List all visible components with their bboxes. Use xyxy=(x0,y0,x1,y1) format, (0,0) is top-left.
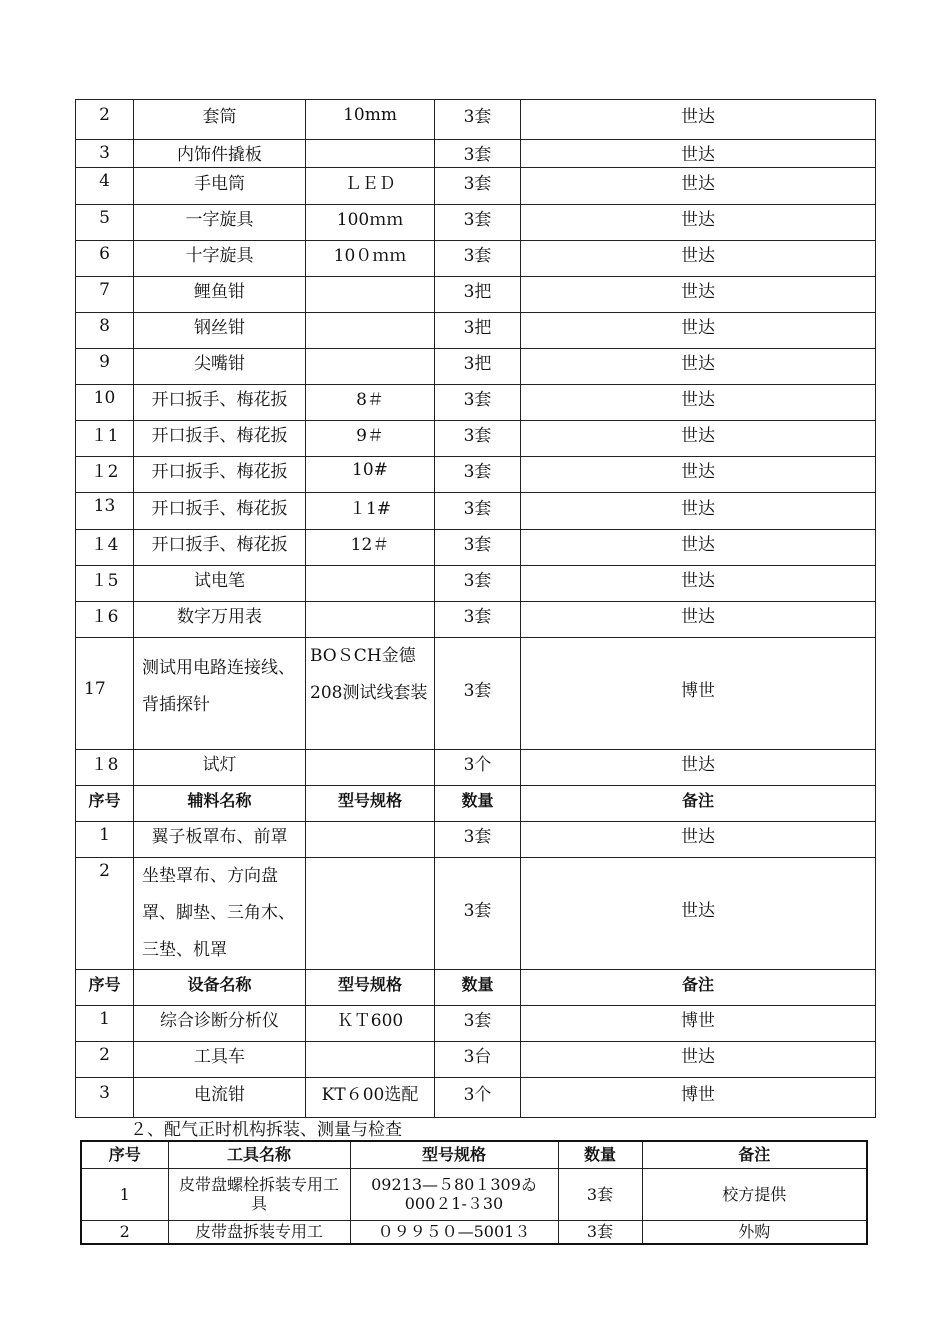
cell-name: 手电筒 xyxy=(134,168,306,205)
cell-spec xyxy=(306,277,435,313)
cell-spec: 12＃ xyxy=(306,530,435,566)
cell-spec xyxy=(306,1042,435,1078)
header-no: 序号 xyxy=(81,1141,168,1168)
table-row xyxy=(76,140,876,168)
cell-spec: 10mm xyxy=(306,100,435,140)
cell-qty: 3套 xyxy=(558,1220,642,1244)
cell-no: １6 xyxy=(76,602,134,638)
cell-qty: 3套 xyxy=(435,140,521,168)
table-row xyxy=(76,602,876,638)
cell-spec xyxy=(306,858,435,970)
cell-spec: 10# xyxy=(306,457,435,493)
cell-remark: 世达 xyxy=(521,566,876,602)
cell-spec: 09213—５80１309ゐ000２1-３30 xyxy=(350,1168,558,1220)
cell-remark: 世达 xyxy=(521,100,876,140)
cell-spec: BOＳCH金德208测试线套装 xyxy=(306,638,435,750)
cell-no: 3 xyxy=(76,140,134,168)
cell-qty: 3个 xyxy=(435,1078,521,1118)
equip-header-row xyxy=(76,970,876,1006)
cell-qty: 3套 xyxy=(435,100,521,140)
header-name: 工具名称 xyxy=(168,1141,350,1168)
cell-remark: 世达 xyxy=(521,205,876,241)
cell-name: 内饰件撬板 xyxy=(134,140,306,168)
cell-no: １4 xyxy=(76,530,134,566)
table-row xyxy=(76,750,876,786)
header-spec: 型号规格 xyxy=(306,970,435,1006)
cell-qty: 3套 xyxy=(435,530,521,566)
aux-header-row xyxy=(76,786,876,822)
table-row xyxy=(76,493,876,530)
cell-qty: 3套 xyxy=(435,1006,521,1042)
table-row xyxy=(76,638,876,750)
cell-name: 测试用电路连接线、背插探针 xyxy=(134,638,306,750)
timing-header-row xyxy=(81,1141,867,1168)
cell-remark: 世达 xyxy=(521,493,876,530)
cell-remark: 世达 xyxy=(521,385,876,421)
cell-no: 7 xyxy=(76,277,134,313)
cell-no: 10 xyxy=(76,385,134,421)
cell-no: 17 xyxy=(76,638,134,750)
table-row xyxy=(76,421,876,457)
cell-no: １5 xyxy=(76,566,134,602)
cell-remark: 世达 xyxy=(521,530,876,566)
cell-no: １1 xyxy=(76,421,134,457)
table-row xyxy=(76,168,876,205)
cell-qty: 3套 xyxy=(435,205,521,241)
cell-name: 坐垫罩布、方向盘罩、脚垫、三角木、三垫、机罩 xyxy=(134,858,306,970)
cell-no: 9 xyxy=(76,349,134,385)
cell-name: 开口扳手、梅花扳 xyxy=(134,493,306,530)
cell-name: 尖嘴钳 xyxy=(134,349,306,385)
section-title: ２、配气正时机构拆装、测量与检查 xyxy=(130,1120,402,1140)
header-qty: 数量 xyxy=(558,1141,642,1168)
cell-no: 2 xyxy=(76,1042,134,1078)
table-row xyxy=(76,277,876,313)
cell-no: 1 xyxy=(76,1006,134,1042)
cell-spec xyxy=(306,602,435,638)
cell-spec: ０９９５０—5001３ xyxy=(350,1220,558,1244)
cell-qty: 3把 xyxy=(435,313,521,349)
cell-no: 5 xyxy=(76,205,134,241)
table-row xyxy=(76,241,876,277)
cell-name: 电流钳 xyxy=(134,1078,306,1118)
cell-qty: 3个 xyxy=(435,750,521,786)
cell-spec xyxy=(306,566,435,602)
cell-remark: 世达 xyxy=(521,168,876,205)
cell-spec: ＬＥＤ xyxy=(306,168,435,205)
header-remark: 备注 xyxy=(521,786,876,822)
tools-table xyxy=(75,99,876,1118)
cell-qty: 3套 xyxy=(435,457,521,493)
cell-qty: 3台 xyxy=(435,1042,521,1078)
header-qty: 数量 xyxy=(435,786,521,822)
cell-qty: 3把 xyxy=(435,277,521,313)
table-row xyxy=(76,313,876,349)
cell-qty: 3套 xyxy=(435,566,521,602)
cell-no: １2 xyxy=(76,457,134,493)
header-no: 序号 xyxy=(76,786,134,822)
cell-no: 3 xyxy=(76,1078,134,1118)
cell-remark: 世达 xyxy=(521,349,876,385)
cell-spec xyxy=(306,313,435,349)
header-name: 辅料名称 xyxy=(134,786,306,822)
cell-qty: 3套 xyxy=(435,385,521,421)
cell-spec: 8＃ xyxy=(306,385,435,421)
cell-spec xyxy=(306,822,435,858)
cell-remark: 世达 xyxy=(521,858,876,970)
cell-qty: 3套 xyxy=(435,858,521,970)
cell-qty: 3套 xyxy=(435,493,521,530)
table-row xyxy=(76,457,876,493)
cell-spec: 10０ｍｍ xyxy=(306,241,435,277)
cell-name: 综合诊断分析仪 xyxy=(134,1006,306,1042)
table-row xyxy=(76,822,876,858)
header-no: 序号 xyxy=(76,970,134,1006)
cell-remark: 世达 xyxy=(521,421,876,457)
cell-qty: 3套 xyxy=(435,421,521,457)
cell-name: 皮带盘拆装专用工 xyxy=(168,1220,350,1244)
cell-remark: 外购 xyxy=(642,1220,867,1244)
cell-no: 2 xyxy=(81,1220,168,1244)
cell-remark: 世达 xyxy=(521,313,876,349)
cell-remark: 世达 xyxy=(521,277,876,313)
table-row xyxy=(76,1006,876,1042)
cell-remark: 世达 xyxy=(521,241,876,277)
cell-name: 十字旋具 xyxy=(134,241,306,277)
cell-no: 2 xyxy=(76,100,134,140)
cell-name: 开口扳手、梅花扳 xyxy=(134,530,306,566)
cell-name: 试电笔 xyxy=(134,566,306,602)
cell-spec xyxy=(306,140,435,168)
table-row xyxy=(76,858,876,970)
cell-no: 13 xyxy=(76,493,134,530)
cell-qty: 3套 xyxy=(435,241,521,277)
cell-remark: 世达 xyxy=(521,140,876,168)
cell-spec: ＫＴ600 xyxy=(306,1006,435,1042)
cell-qty: 3套 xyxy=(435,168,521,205)
header-qty: 数量 xyxy=(435,970,521,1006)
cell-remark: 世达 xyxy=(521,602,876,638)
table-row xyxy=(76,385,876,421)
cell-name: 套筒 xyxy=(134,100,306,140)
cell-qty: 3把 xyxy=(435,349,521,385)
cell-no: 1 xyxy=(81,1168,168,1220)
cell-name: 鲤鱼钳 xyxy=(134,277,306,313)
cell-remark: 校方提供 xyxy=(642,1168,867,1220)
table-row xyxy=(76,100,876,140)
cell-no: １8 xyxy=(76,750,134,786)
cell-spec xyxy=(306,750,435,786)
cell-no: 8 xyxy=(76,313,134,349)
header-spec: 型号规格 xyxy=(350,1141,558,1168)
table-row xyxy=(81,1168,867,1220)
cell-name: 数字万用表 xyxy=(134,602,306,638)
cell-remark: 博世 xyxy=(521,1006,876,1042)
header-name: 设备名称 xyxy=(134,970,306,1006)
table-row xyxy=(76,1078,876,1118)
cell-remark: 博世 xyxy=(521,1078,876,1118)
cell-name: 钢丝钳 xyxy=(134,313,306,349)
table-row xyxy=(81,1220,867,1244)
table-row xyxy=(76,566,876,602)
cell-spec: 100ｍｍ xyxy=(306,205,435,241)
cell-remark: 世达 xyxy=(521,1042,876,1078)
tools-table-body xyxy=(76,100,876,1118)
cell-name: 一字旋具 xyxy=(134,205,306,241)
timing-tools-table-body xyxy=(81,1141,867,1244)
cell-name: 工具车 xyxy=(134,1042,306,1078)
cell-qty: 3套 xyxy=(558,1168,642,1220)
table-row xyxy=(76,205,876,241)
cell-spec xyxy=(306,349,435,385)
cell-remark: 世达 xyxy=(521,457,876,493)
cell-spec: KT６00选配 xyxy=(306,1078,435,1118)
cell-name: 试灯 xyxy=(134,750,306,786)
header-remark: 备注 xyxy=(642,1141,867,1168)
table-row xyxy=(76,349,876,385)
table-row xyxy=(76,530,876,566)
cell-name: 翼子板罩布、前罩 xyxy=(134,822,306,858)
cell-no: 1 xyxy=(76,822,134,858)
cell-spec: 9＃ xyxy=(306,421,435,457)
cell-remark: 世达 xyxy=(521,822,876,858)
cell-qty: 3套 xyxy=(435,602,521,638)
cell-no: 6 xyxy=(76,241,134,277)
cell-name: 开口扳手、梅花扳 xyxy=(134,457,306,493)
cell-name: 皮带盘螺栓拆装专用工具 xyxy=(168,1168,350,1220)
cell-no: 2 xyxy=(76,858,134,970)
header-spec: 型号规格 xyxy=(306,786,435,822)
cell-remark: 世达 xyxy=(521,750,876,786)
timing-tools-table xyxy=(80,1140,868,1245)
cell-name: 开口扳手、梅花扳 xyxy=(134,421,306,457)
cell-no: 4 xyxy=(76,168,134,205)
cell-remark: 博世 xyxy=(521,638,876,750)
cell-spec: １1# xyxy=(306,493,435,530)
cell-name: 开口扳手、梅花扳 xyxy=(134,385,306,421)
table-row xyxy=(76,1042,876,1078)
header-remark: 备注 xyxy=(521,970,876,1006)
cell-qty: 3套 xyxy=(435,638,521,750)
cell-qty: 3套 xyxy=(435,822,521,858)
